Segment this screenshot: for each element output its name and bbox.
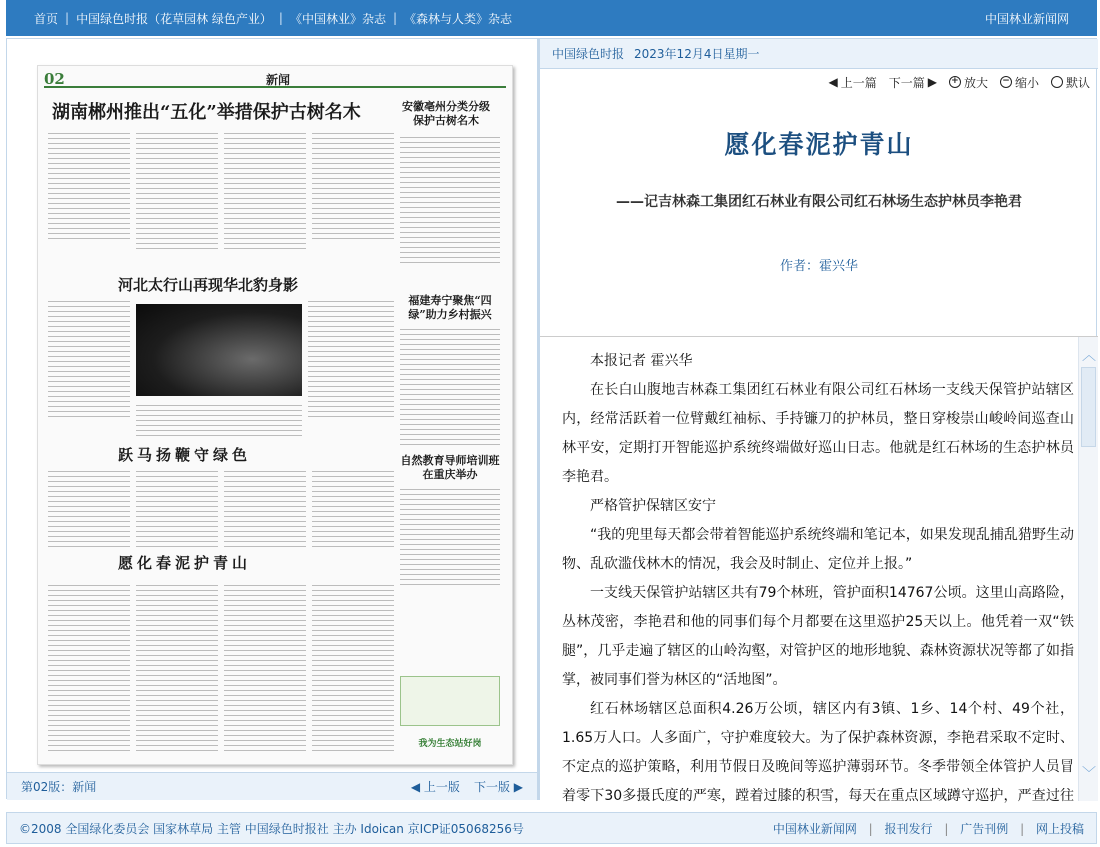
triangle-left-icon: ◀ (410, 780, 424, 794)
headline-chunni[interactable]: 愿化春泥护青山 (118, 554, 252, 572)
article-paragraph: 红石林场辖区总面积4.26万公顷，辖区内有3镇、1乡、14个村、49个社，1.65万人口。人多面广，守护难度较大。为了保护森林资源，李艳君采取不定时、不定点的巡护策略，利用节假日及晚间等巡护薄弱环节。冬季带领全体管护人员冒着零下30多摄氏度的严寒，蹚着过膝的积雪，每天在重点区域蹲守巡护，严查过往 (562, 701, 1074, 804)
article-author: 作者：霍兴华 (779, 259, 858, 274)
date-bar (540, 39, 1098, 69)
headline-nature-education[interactable]: 自然教育导师培训班在重庆举办 (400, 454, 500, 481)
article-paragraph: 严格管护保辖区安宁 (590, 498, 716, 514)
next-article-button[interactable] (889, 74, 937, 91)
article-pane (540, 39, 1098, 804)
footer-link-submit[interactable]: 网上投稿 (1035, 821, 1084, 836)
article-text-block (136, 582, 218, 752)
nav-link-forest-human[interactable]: 《森林与人类》杂志 (404, 11, 513, 26)
empty-circle-icon (1051, 76, 1063, 88)
article-paragraph: 在长白山腹地吉林森工集团红石林业有限公司红石林场一支线天保管护站辖区内，经常活跃着一位臂戴红袖标、手持镰刀的护林员，整日穿梭崇山峻岭间巡查山林平安，定期打开智能巡护系统终端做好巡山日志。他就是红石林场的生态护林员李艳君。 (562, 382, 1074, 485)
ecology-logo-box (400, 676, 500, 726)
page-label[interactable]: 第02版：新闻 (21, 780, 97, 794)
plus-circle-icon: + (949, 76, 961, 88)
article-text-block (224, 468, 306, 548)
default-size-label: 默认 (1065, 75, 1090, 90)
article-text-block (136, 130, 218, 250)
prev-page-button[interactable] (411, 778, 460, 795)
newspaper-page-pane (7, 39, 537, 800)
prev-article-label: 上一篇 (840, 75, 877, 90)
scrollbar-thumb[interactable] (1081, 367, 1096, 447)
article-text-block (312, 468, 394, 548)
footer-separator: | (944, 821, 949, 836)
nav-link-home[interactable]: 首页 (34, 11, 59, 26)
site-name-link[interactable]: 中国林业新闻网 (984, 11, 1069, 26)
article-text-block (136, 468, 218, 548)
page-section: 新闻 (266, 73, 291, 87)
nav-separator: | (65, 11, 70, 25)
footer-link-ad-rates[interactable]: 广告刊例 (960, 821, 1009, 836)
article-paragraph: “我的兜里每天都会带着智能巡护系统终端和笔记本，如果发现乱捕乱猎野生动物、乱砍滥伐林木的情况，我会及时制止、定位并上报。” (562, 527, 1074, 572)
article-text-block (48, 298, 130, 418)
slogan-banner: 我为生态站好岗 (418, 739, 482, 749)
article-body-box (540, 336, 1098, 804)
default-size-button[interactable] (1051, 74, 1090, 91)
article-text-block (224, 130, 306, 250)
article-text-block (400, 134, 500, 264)
nav-link-green-times[interactable]: 中国绿色时报（花草园林 绿色产业） (76, 11, 272, 26)
triangle-right-icon: ▶ (509, 780, 523, 794)
article-text-block (48, 130, 130, 240)
top-navigation-bar (6, 0, 1097, 36)
headline-shouning[interactable]: 福建寿宁聚焦“四绿”助力乡村振兴 (408, 294, 492, 321)
next-article-label: 下一篇 (888, 75, 925, 90)
issue-date: 2023年12月4日星期一 (634, 47, 760, 61)
footer-link-news-site[interactable]: 中国林业新闻网 (772, 821, 857, 836)
footer-links (773, 820, 1084, 837)
article-scrollbar[interactable] (1078, 337, 1098, 801)
article-text-block (224, 582, 306, 752)
article-subtitle: ——记吉林森工集团红石林业有限公司红石林场生态护林员李艳君 (616, 194, 1022, 210)
prev-page-label: 上一版 (423, 780, 460, 794)
article-body (562, 347, 1074, 804)
footer-separator: | (1020, 821, 1025, 836)
zoom-out-button[interactable] (1000, 74, 1039, 91)
headline-bozhou[interactable]: 安徽亳州分类分级保护古树名木 (402, 100, 490, 127)
article-toolbar (540, 69, 1098, 95)
minus-circle-icon: − (1000, 76, 1012, 88)
top-nav-links (34, 10, 512, 27)
headline-yuema[interactable]: 跃马扬鞭守绿色 (118, 446, 252, 464)
next-page-button[interactable] (474, 778, 523, 795)
footer-separator: | (868, 821, 873, 836)
page-footer (6, 812, 1097, 844)
article-paragraph: 一支线天保管护站辖区共有79个林班，管护面积14767公顷。这里山高路险，丛林茂密，李艳君和他的同事们每个月都要在这里巡护25天以上。他凭着一双“铁腿”，几乎走遍了辖区的山岭沟壑，对管护区的地形地貌、森林资源状况等都了如指掌，被同事们誉为林区的“活地图”。 (562, 585, 1074, 688)
nav-separator: | (278, 11, 283, 25)
page-pager (411, 778, 523, 795)
copyright-text: ©2008 全国绿化委员会 国家林草局 主管 中国绿色时报社 主办 Idoican 京ICP证05068256号 (19, 821, 524, 836)
page-header (44, 70, 506, 88)
article-text-block (400, 326, 500, 446)
article-paragraph: 本报记者 霍兴华 (590, 353, 693, 369)
main-container (6, 38, 1097, 804)
prev-article-button[interactable] (828, 74, 876, 91)
footer-link-subscription[interactable]: 报刊发行 (884, 821, 933, 836)
headline-taihang-leopard[interactable]: 河北太行山再现华北豹身影 (118, 276, 299, 294)
article-text-block (136, 402, 302, 436)
triangle-right-icon: ▶ (927, 75, 937, 89)
zoom-in-button[interactable] (949, 74, 988, 91)
nav-separator: | (392, 11, 397, 25)
nav-link-china-forestry[interactable]: 《中国林业》杂志 (289, 11, 386, 26)
chevron-up-icon[interactable]: ︿ (1082, 348, 1096, 364)
article-text-block (48, 468, 130, 548)
zoom-in-label: 放大 (963, 75, 988, 90)
chevron-down-icon[interactable]: ﹀ (1082, 766, 1096, 782)
page-navigation-bar (7, 772, 537, 800)
article-text-block (48, 582, 130, 752)
zoom-out-label: 缩小 (1014, 75, 1039, 90)
article-title: 愿化春泥护青山 (724, 130, 914, 159)
article-text-block (400, 486, 500, 586)
triangle-left-icon: ◀ (828, 75, 838, 89)
newspaper-page-image[interactable] (37, 65, 513, 765)
paper-name: 中国绿色时报 (552, 47, 625, 61)
article-text-block (308, 298, 394, 418)
page-number: 02 (44, 70, 65, 88)
next-page-label: 下一版 (473, 780, 510, 794)
article-text-block (312, 130, 394, 240)
headline-chenzhou[interactable]: 湖南郴州推出“五化”举措保护古树名木 (52, 102, 361, 123)
leopard-photo (136, 304, 302, 396)
article-text-block (312, 582, 394, 752)
